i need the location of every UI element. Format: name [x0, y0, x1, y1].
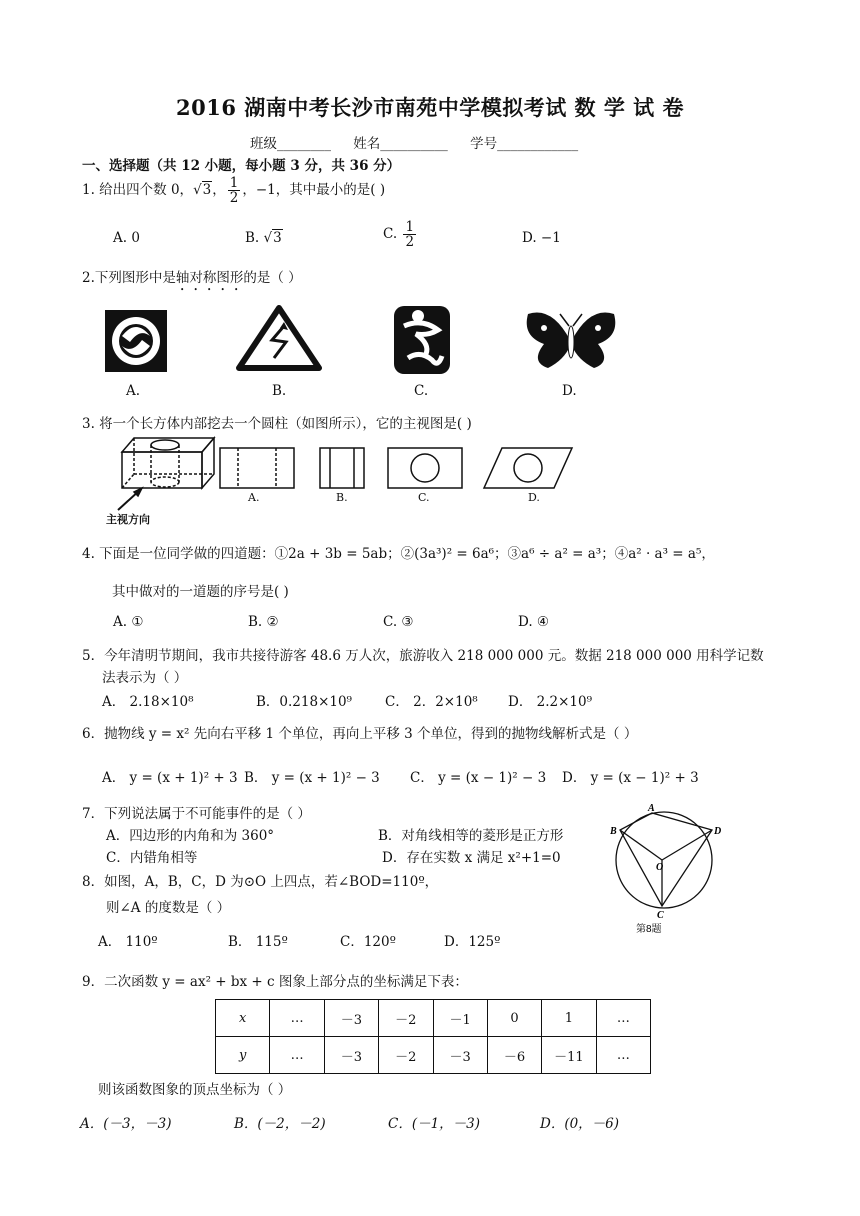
question-3: 3. 将一个长方体内部挖去一个圆柱（如图所示），它的主视图是( ) [82, 416, 472, 432]
figure-a-logo-icon [105, 310, 167, 372]
q5-option-b[interactable]: B．0.218×10⁹ [256, 694, 352, 710]
point-a-label: A [648, 803, 655, 814]
q3-option-b[interactable]: B. [336, 491, 348, 504]
table-cell: … [270, 1037, 324, 1074]
q9-option-a[interactable]: A．(－3，－3) [80, 1116, 172, 1132]
q2-option-d[interactable]: D. [562, 383, 577, 399]
table-cell: －2 [379, 1000, 433, 1037]
q1-suffix: ，−1，其中最小的是( ) [242, 182, 386, 199]
q7-option-b[interactable]: B．对角线相等的菱形是正方形 [378, 828, 564, 844]
table-cell: －6 [487, 1037, 541, 1074]
view-a [220, 448, 294, 488]
question-4: 4. 下面是一位同学做的四道题：①2a + 3b = 5ab；②(3a³)² = 6a⁶；③a⁶ ÷ a² = a³；④a² · a³ = a⁵， [82, 546, 715, 562]
q5-option-c[interactable]: C． 2．2×10⁸ [385, 694, 478, 710]
table-cell: x [216, 1000, 270, 1037]
question-5-line2: 法表示为（ ） [102, 670, 188, 686]
question-1 [82, 176, 385, 205]
table-cell: … [596, 1000, 650, 1037]
q7-option-c[interactable]: C．内错角相等 [106, 850, 198, 866]
question-9-line2: 则该函数图象的顶点坐标为（ ） [98, 1082, 292, 1098]
q4-option-b[interactable]: B. ② [248, 614, 279, 630]
question-2 [82, 266, 302, 294]
id-field[interactable]: 学号____________ [470, 136, 579, 152]
figure-d-butterfly-icon [527, 312, 616, 368]
q4-option-d[interactable]: D. ④ [518, 614, 550, 630]
q9-option-c[interactable]: C．(－1，－3) [388, 1116, 481, 1132]
view-direction-caption: 主视方向 [106, 513, 150, 526]
table-cell: … [270, 1000, 324, 1037]
q8-option-d[interactable]: D．125º [444, 934, 501, 950]
q9-option-b[interactable]: B．(－2，－2) [234, 1116, 326, 1132]
q3-option-c[interactable]: C. [418, 491, 430, 504]
page-title: 2016 湖南中考长沙市南苑中学模拟考试 数 学 试 卷 [175, 95, 684, 120]
q1-option-b[interactable]: B. √3 [245, 230, 282, 246]
q2-option-a[interactable]: A. [126, 383, 141, 399]
q1-comma: ， [212, 182, 226, 199]
q6-option-d[interactable]: D． y = (x − 1)² + 3 [562, 770, 699, 786]
question-7: 7．下列说法属于不可能事件的是（ ） [82, 806, 311, 822]
figure-caption: 第8题 [636, 924, 662, 935]
q5-option-a[interactable]: A． 2.18×10⁸ [102, 694, 194, 710]
cuboid-with-cylinder-icon [118, 438, 214, 510]
q9-option-d[interactable]: D．(0，－6) [540, 1116, 620, 1132]
class-field[interactable]: 班级________ [250, 136, 331, 152]
table-cell: 0 [487, 1000, 541, 1037]
table-cell: … [596, 1037, 650, 1074]
point-d-label: D [714, 826, 722, 837]
q6-option-a[interactable]: A． y = (x + 1)² + 3 [102, 770, 238, 786]
name-field[interactable]: 姓名__________ [353, 136, 448, 152]
q7-option-d[interactable]: D．存在实数 x 满足 x²+1=0 [382, 850, 561, 866]
q8-option-a[interactable]: A． 110º [98, 934, 158, 950]
view-c [388, 448, 462, 488]
point-o-label: O [656, 862, 664, 873]
q2-option-b[interactable]: B. [272, 383, 287, 399]
question-8: 8．如图，A，B，C，D 为⊙O 上四点，若∠BOD=110º， [82, 874, 439, 890]
q6-option-b[interactable]: B． y = (x + 1)² − 3 [244, 770, 380, 786]
q2-figures [82, 296, 622, 380]
question-9: 9．二次函数 y = ax² + bx + c 图象上部分点的坐标满足下表： [82, 974, 468, 990]
fraction-half: $\frac{1}{2}$ [229, 175, 239, 207]
q8-circle-figure [610, 800, 730, 940]
q2-pre: 2.下列图形中是 [82, 270, 176, 286]
q4-option-a[interactable]: A. ① [113, 614, 144, 630]
table-cell: －2 [379, 1037, 433, 1074]
q5-option-d[interactable]: D． 2.2×10⁹ [508, 694, 592, 710]
view-d [484, 448, 572, 488]
student-info [250, 132, 596, 152]
q3-figures [102, 432, 582, 524]
q1-option-d[interactable]: D. −1 [522, 230, 561, 246]
table-row [216, 1037, 651, 1074]
question-5: 5．今年清明节期间，我市共接待游客 48.6 万人次，旅游收入 218 000 000 元。数据 218 000 000 用科学记数 [82, 648, 764, 664]
q4-option-c[interactable]: C. ③ [383, 614, 414, 630]
q2-emphasis: 轴对称图形 [175, 270, 244, 286]
section-heading: 一、选择题（共 12 小题，每小题 3 分，共 36 分） [82, 158, 401, 174]
q3-option-a[interactable]: A. [248, 491, 260, 504]
q1-option-c[interactable]: C. $\frac{1}{2}$ [383, 219, 415, 251]
table-cell: －1 [433, 1000, 487, 1037]
question-6: 6．抛物线 y = x² 先向右平移 1 个单位，再向上平移 3 个单位，得到的抛物线解析式是（ ） [82, 726, 638, 742]
q7-option-a[interactable]: A．四边形的内角和为 360° [106, 828, 275, 844]
q6-option-c[interactable]: C． y = (x − 1)² − 3 [410, 770, 547, 786]
q8-option-b[interactable]: B． 115º [228, 934, 288, 950]
figure-b-warning-sign-icon [239, 308, 319, 368]
q2-option-c[interactable]: C. [414, 383, 429, 399]
q1-option-a[interactable]: A. 0 [113, 230, 140, 246]
q1-prefix: 1. 给出四个数 0， [82, 182, 194, 199]
table-cell: －3 [433, 1037, 487, 1074]
q2-post: 的是（ ） [243, 270, 302, 286]
view-b [320, 448, 364, 488]
q8-option-c[interactable]: C．120º [340, 934, 396, 950]
table-cell: y [216, 1037, 270, 1074]
table-cell: －11 [542, 1037, 596, 1074]
point-c-label: C [657, 910, 664, 921]
q3-option-d[interactable]: D. [528, 491, 540, 504]
question-4-line2: 其中做对的一道题的序号是( ) [112, 584, 289, 600]
question-8-line2: 则∠A 的度数是（ ） [106, 900, 231, 916]
xy-table [215, 999, 651, 1074]
figure-c-athlete-emblem-icon [394, 306, 450, 374]
point-b-label: B [610, 826, 617, 837]
table-cell: 1 [542, 1000, 596, 1037]
sqrt-3: √3 [193, 182, 212, 199]
table-row [216, 1000, 651, 1037]
table-cell: －3 [324, 1000, 378, 1037]
table-cell: －3 [324, 1037, 378, 1074]
